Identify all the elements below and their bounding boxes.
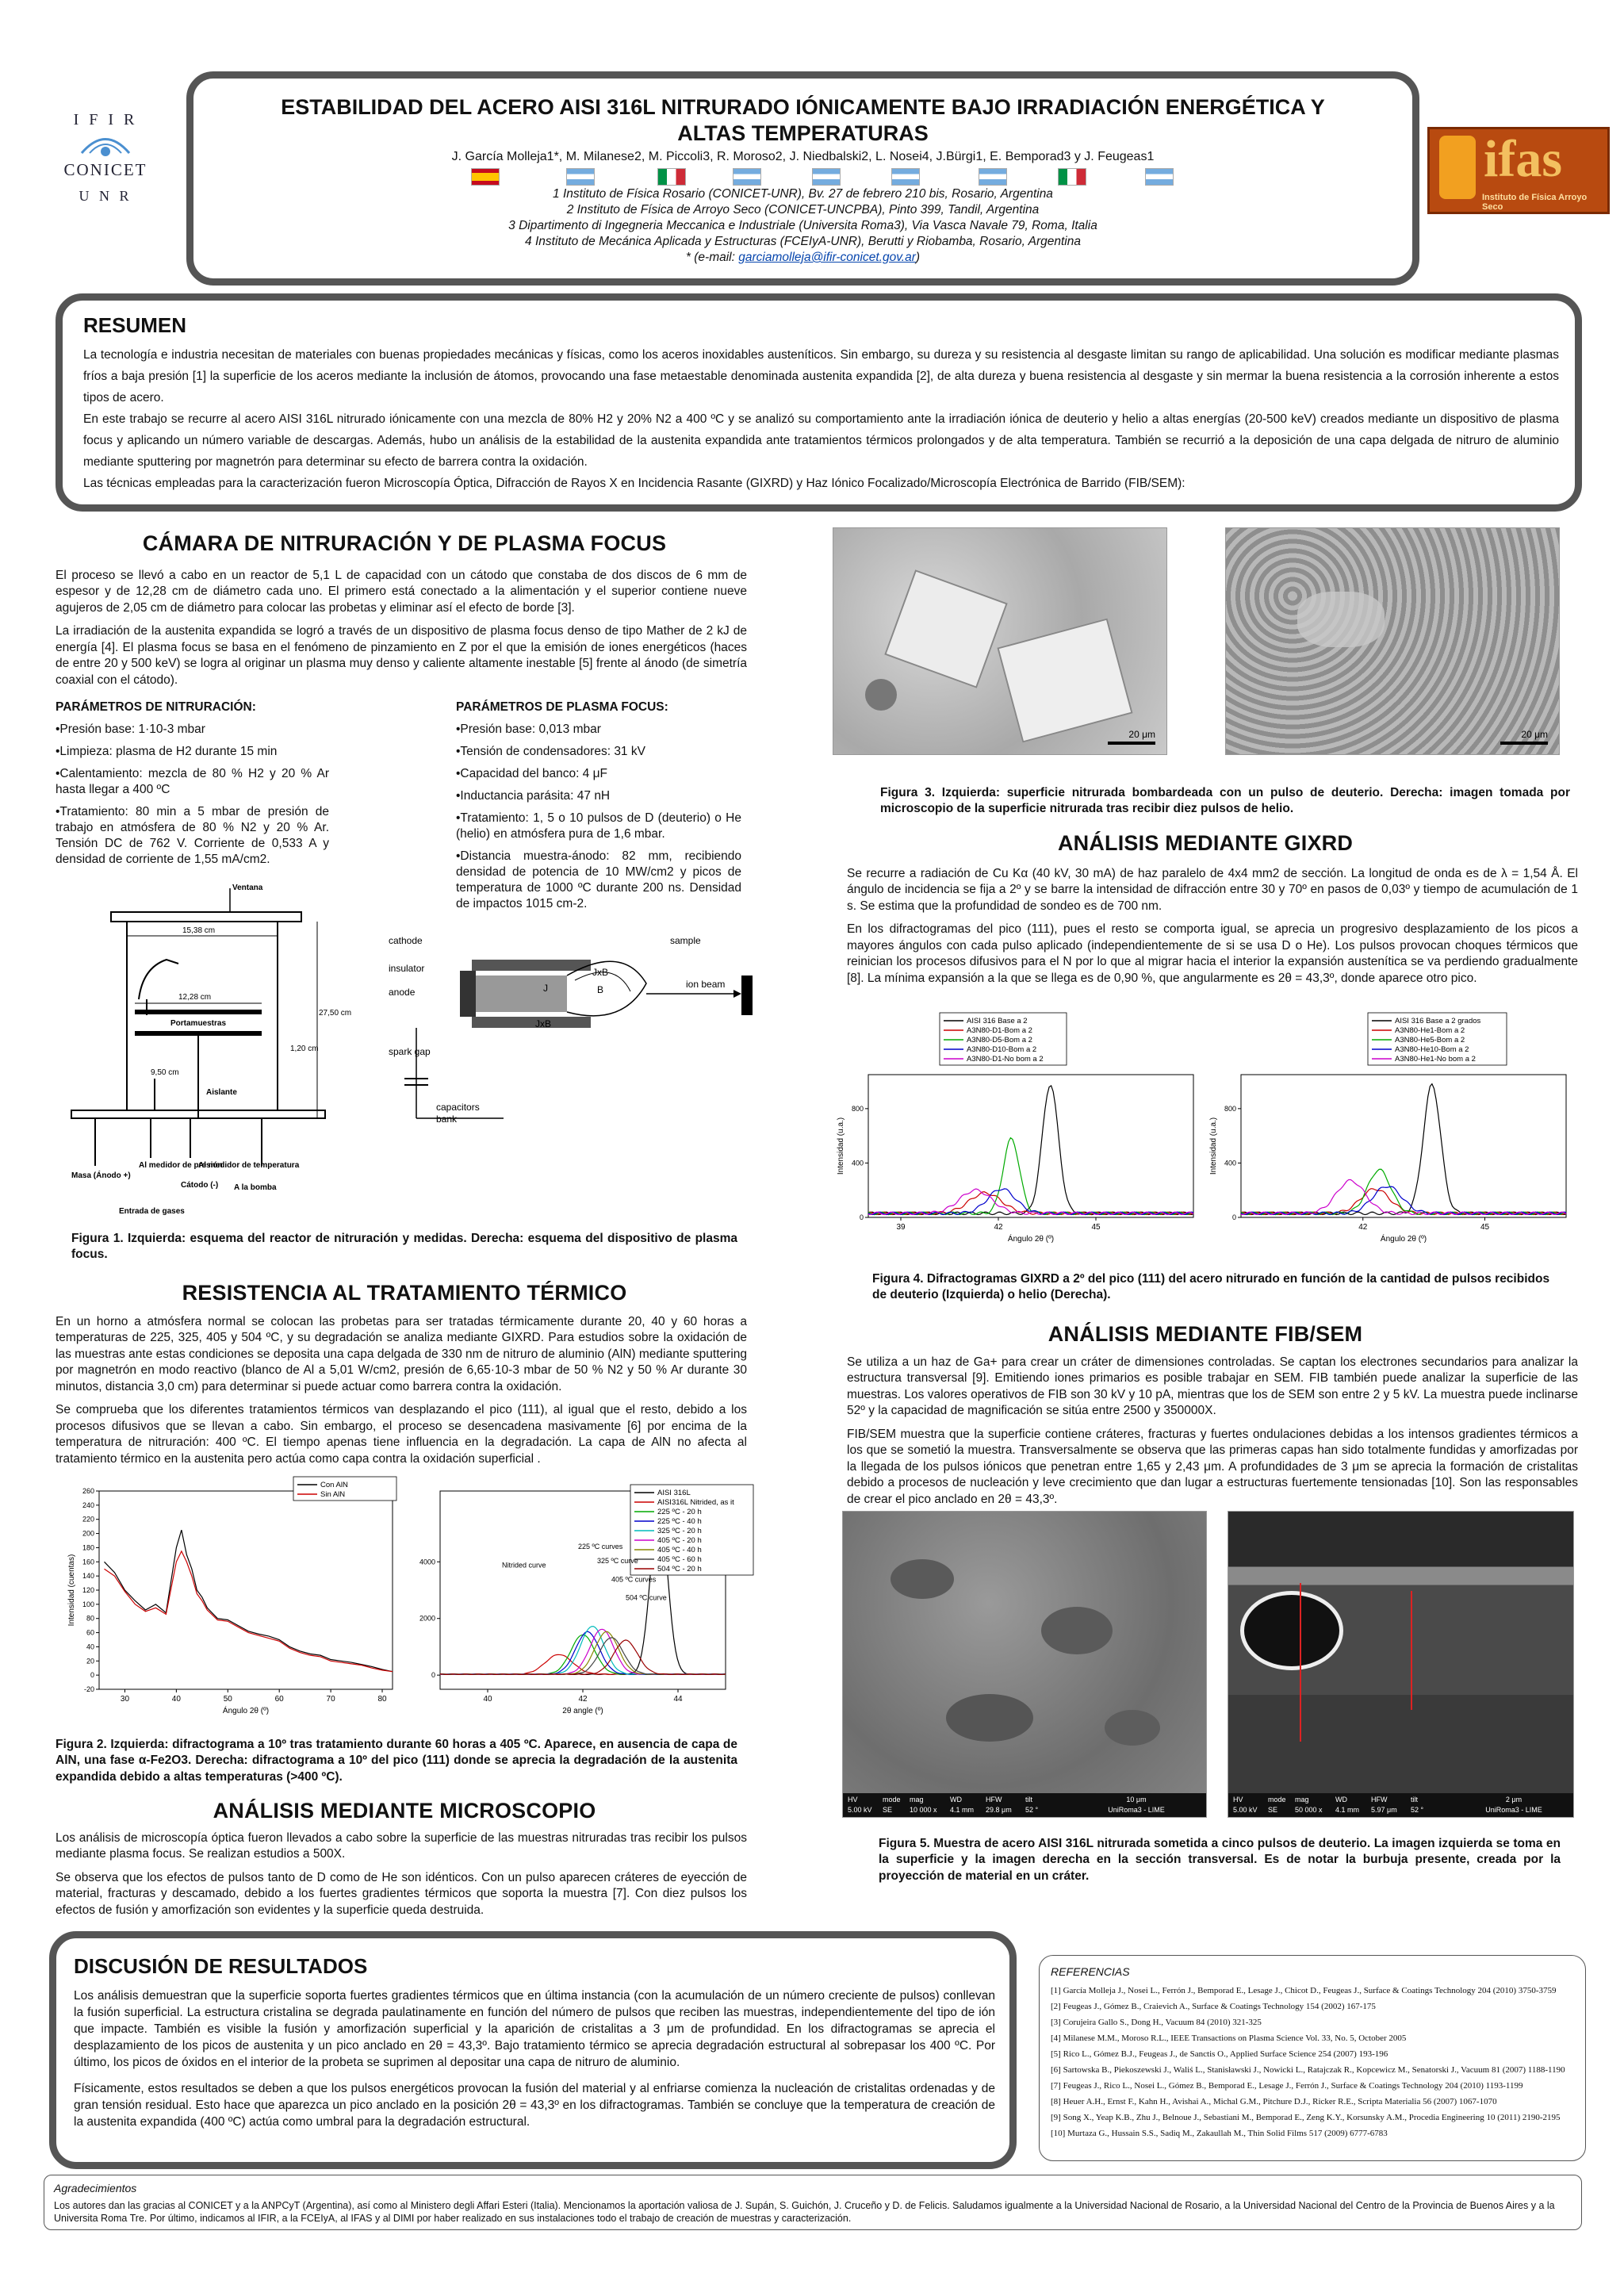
fig2-caption: Figura 2. Izquierda: difractograma a 10º tras tratamiento durante 60 horas a 405 ºC. Aparece, en ausencia de capa de AlN, una fase α-Fe2O3. Derecha: difractograma a 10º del pico (111) donde se aprecia la degradación de la austenita expandida debido a altas temperaturas (>400 ºC). xyxy=(56,1738,737,1784)
sem-value: 4.1 mm xyxy=(1335,1806,1360,1814)
y-tick-label: 140 xyxy=(82,1572,94,1581)
legend-label: 405 ºC - 40 h xyxy=(657,1546,702,1554)
label-medidor-temperatura: Al medidor de temperatura xyxy=(198,1161,300,1170)
y-tick-label: 20 xyxy=(86,1657,94,1665)
y-tick-label: 400 xyxy=(1224,1159,1236,1167)
param-item: •Tratamiento: 1, 5 o 10 pulsos de D (deuterio) o He (helio) en atmósfera pura de 1,6 mbar. xyxy=(456,811,741,841)
param-item: •Capacidad del banco: 4 μF xyxy=(456,767,608,780)
flag-italy-icon xyxy=(1058,168,1086,186)
camara-body xyxy=(56,568,747,696)
x-tick-label: 45 xyxy=(1091,1223,1101,1232)
series-line xyxy=(104,1530,393,1672)
label-j: J xyxy=(543,983,548,994)
legend-label: AISI 316 Base a 2 xyxy=(967,1017,1028,1025)
label-ion-beam: ion beam xyxy=(686,979,726,990)
email-line xyxy=(193,250,1412,266)
y-tick-label: 0 xyxy=(90,1671,94,1680)
legend-label: 225 ºC - 40 h xyxy=(657,1517,702,1526)
annotation-label: 225 ºC curves xyxy=(578,1543,623,1551)
label-b: B xyxy=(597,984,604,995)
sem-info-bar xyxy=(843,1793,1206,1817)
legend-label: A3N80-He5-Bom a 2 xyxy=(1395,1036,1465,1045)
label-d1: 15,38 cm xyxy=(182,926,216,935)
series-line xyxy=(440,1631,726,1674)
y-axis-label: Intensidad (u.a.) xyxy=(1209,1117,1218,1175)
reference-item: [7] Feugeas J., Rico L., Nosei L., Gómez B., Bemporad E., Lesage J., Ferrón J., Surface & Coatings Technology 204 (2010) 1193-1199 xyxy=(1051,2081,1523,2091)
label-catodo: Cátodo (-) xyxy=(181,1181,219,1190)
y-tick-label: 0 xyxy=(431,1671,435,1680)
scale-label: 20 μm xyxy=(1521,729,1548,740)
chart-fig4-right xyxy=(1209,1011,1582,1249)
bubble-shape xyxy=(1240,1591,1343,1670)
x-tick-label: 42 xyxy=(1358,1223,1368,1232)
y-axis-label: Intensidad (u.a.) xyxy=(837,1117,845,1175)
chart-fig2-left xyxy=(56,1475,404,1729)
label-medidor-presion: Al medidor de presión xyxy=(139,1161,223,1170)
plot-frame xyxy=(99,1491,393,1689)
ifas-logo xyxy=(1427,127,1610,214)
param-item: •Inductancia parásita: 47 nH xyxy=(456,789,611,803)
flags-row xyxy=(471,168,1423,186)
resistencia-title: RESISTENCIA AL TRATAMIENTO TÉRMICO xyxy=(182,1281,627,1305)
reference-item: [10] Murtaza G., Hussain S.S., Sadiq M., Zakaullah M., Thin Solid Films 517 (2009) 6777-6783 xyxy=(1051,2129,1388,2138)
label-ventana: Ventana xyxy=(232,884,263,892)
x-tick-label: 50 xyxy=(223,1695,232,1704)
series-line xyxy=(868,1086,1193,1215)
sem-surface-image xyxy=(842,1511,1207,1818)
param-item: •Presión base: 1·10-3 mbar xyxy=(56,723,205,736)
sem-field: WD xyxy=(950,1796,962,1803)
y-tick-label: 4000 xyxy=(419,1558,435,1566)
series-line xyxy=(868,1189,1193,1215)
plot-frame xyxy=(868,1075,1193,1217)
melt-region xyxy=(1297,592,1385,647)
y-tick-label: 400 xyxy=(851,1159,864,1167)
label-jxb: JxB xyxy=(535,1018,552,1029)
y-tick-label: 180 xyxy=(82,1543,94,1552)
discusion-box xyxy=(49,1931,1017,2169)
y-tick-label: -20 xyxy=(83,1685,94,1693)
crater-shape xyxy=(891,1559,954,1599)
reactor-diagram xyxy=(63,880,381,1221)
discusion-paragraph: Los análisis demuestran que la superficie soporta fuertes gradientes térmicos que en última instancia (con la acumulación de un número creciente de pulsos) conllevan la fusión superficial. La estructura cristalina se degrada paulatinamente en función del número de pulsos que reciben las muestras, independientemente del tipo de ión que impacte. También es visible la fusión y amorfización superficial y la aparición de cristalitas a 3 μm de profundidad. En los difractogramas se aprecia el desplazamiento de los picos de austenita y un pico anclado en 2θ = 43,3º. Bajo tratamiento térmico se aprecia degradación estructural al sobrepasar los 400 ºC. Por último, los picos de óxidos en el interior de la probeta se suprimen al depositar una capa de nitruro de aluminio. xyxy=(74,1989,995,2069)
agradecimientos-box xyxy=(44,2175,1582,2230)
param-item: •Presión base: 0,013 mbar xyxy=(456,723,601,736)
sun-icon xyxy=(78,129,133,156)
x-axis-label: Ángulo 2θ (º) xyxy=(1380,1235,1427,1244)
label-h1: 27,50 cm xyxy=(319,1009,352,1018)
x-tick-label: 70 xyxy=(326,1695,335,1704)
ifas-name: ifas xyxy=(1484,130,1562,188)
referencias-box xyxy=(1039,1955,1586,2161)
affiliation: 1 Instituto de Física Rosario (CONICET-UNR), Bv. 27 de febrero 210 bis, Rosario, Argentina xyxy=(553,187,1053,201)
affiliation: 3 Dipartimento di Ingegneria Meccanica e Industriale (Universita Roma3), Via Vasca Navale 79, Roma, Italia xyxy=(508,219,1097,232)
gixrd-paragraph: Se recurre a radiación de Cu Kα (40 kV, 30 mA) de haz paralelo de 4x4 mm2 de sección. La longitud de onda es de λ = 1,54 Å. El ángulo de incidencia se fija a 2º y se barre la intensidad de difracción entre 30 y 70º en pasos de 0,03º y tiempo de acumulación de 1 s. Se estima que la profundidad de sondeo es de 700 nm. xyxy=(847,867,1578,913)
crater-shape xyxy=(946,1694,1033,1742)
sem-value: 10 000 x xyxy=(910,1806,937,1814)
legend-label: AISI 316 Base a 2 grados xyxy=(1395,1017,1481,1025)
ifas-emblem-icon xyxy=(1439,136,1476,199)
sem-value: 4.1 mm xyxy=(950,1806,975,1814)
fibsem-body xyxy=(847,1355,1578,1515)
param-item: •Limpieza: plasma de H2 durante 15 min xyxy=(56,745,278,758)
annotation-label: 504 ºC curve xyxy=(626,1593,667,1602)
flag-italy-icon xyxy=(657,168,686,186)
y-tick-label: 0 xyxy=(859,1213,864,1221)
legend-label: A3N80-D1-Bom a 2 xyxy=(967,1026,1032,1035)
reference-item: [5] Rico L., Gómez B.J., Feugeas J., de Sanctis O., Applied Surface Science 254 (2007) 193-196 xyxy=(1051,2049,1388,2059)
x-tick-label: 30 xyxy=(120,1695,130,1704)
ifir-logo xyxy=(46,111,165,230)
crater-shape xyxy=(1041,1607,1113,1654)
fibsem-paragraph: FIB/SEM muestra que la superficie contiene cráteres, fracturas y fuertes ondulaciones debidas a los intensos gradientes térmicos a los que se sometió la muestra. Transversalmente se observa que las primeras capas han sido totalmente fundidas y amorfizadas por la llegada de los pulsos iónicos que penetran entre 1,65 y 2,43 μm. A profundidades de 3 μm se aprecia la formación de cristalitas debido a procesos de nucleación y leve crecimiento que dan lugar a estructuras fuertemente tensionadas [10]. Son las responsables de crear el pico anclado en 2θ = 43,3º. xyxy=(847,1427,1578,1506)
resumen-paragraph: En este trabajo se recurre al acero AISI 316L nitrurado iónicamente con una mezcla de 80% H2 y 20% N2 a 400 ºC y se analizó su comportamiento ante la irradiación iónica de deuterio y helio a altas energías (20-500 keV) creados mediante un dispositivo de plasma focus y aplicando un número variable de descargas. Además, hubo un análisis de la estabilidad de la austenita expandida ante tratamientos térmicos prolongados y de alta temperatura. También se recurrió a la deposición de una capa delgada de nitruro de aluminio mediante sputtering por magnetrón para determinar su efecto de barrera contra la oxidación. xyxy=(83,412,1559,469)
sem-field: mag xyxy=(1295,1796,1309,1803)
legend-label: Con AlN xyxy=(320,1481,348,1489)
legend-label: A3N80-D1-No bom a 2 xyxy=(967,1055,1044,1064)
sem-value: 5.00 kV xyxy=(1233,1806,1258,1814)
param-item: •Tratamiento: 80 min a 5 mbar de presión de trabajo en atmósfera de 80 % N2 y 20 % Ar. Tensión DC de 762 V. Corriente de 0,533 A y densidad de corriente de 1,55 mA/cm2. xyxy=(56,805,329,866)
label-capacitors: capacitors xyxy=(436,1102,480,1113)
flag-argentina-icon xyxy=(891,168,920,186)
reference-item: [2] Feugeas J., Gómez B., Craievich A., Surface & Coatings Technology 154 (2002) 167-175 xyxy=(1051,2002,1376,2011)
sem-value: 5.00 kV xyxy=(848,1806,872,1814)
camara-title: CÁMARA DE NITRURACIÓN Y DE PLASMA FOCUS xyxy=(142,531,667,555)
fig4-caption: Figura 4. Difractogramas GIXRD a 2º del pico (111) del acero nitrurado en función de la cantidad de pulsos recibidos de deuterio (Izquierda) o helio (Derecha). xyxy=(872,1272,1550,1302)
x-tick-label: 40 xyxy=(483,1695,492,1704)
gixrd-title: ANÁLISIS MEDIANTE GIXRD xyxy=(1057,831,1354,855)
label-spark-gap: spark gap xyxy=(389,1046,431,1057)
discusion-paragraph: Físicamente, estos resultados se deben a que los pulsos energéticos provocan la fusión del material y al enfriarse comienza la nucleación de cristalitas ordenadas y de gran tensión residual. Esto hace que aparezca un pico anclado en la posición 2θ = 43,3º en los difractogramas. También se concluye que la temperatura de creación de la austenita expandida (400 ºC) actúa como umbral para la degradación estructural. xyxy=(74,2082,995,2129)
flag-argentina-icon xyxy=(812,168,841,186)
y-tick-label: 240 xyxy=(82,1501,94,1509)
fig1-caption: Figura 1. Izquierda: esquema del reactor de nitruración y medidas. Derecha: esquema del dispositivo de plasma focus. xyxy=(71,1232,737,1262)
label-bomba: A la bomba xyxy=(234,1183,277,1192)
legend-label: 405 ºC - 60 h xyxy=(657,1555,702,1564)
label-gases: Entrada de gases xyxy=(119,1207,185,1216)
sem-value: 52 ° xyxy=(1411,1806,1424,1814)
label-masa: Masa (Ánodo +) xyxy=(71,1171,131,1180)
sem-value: 52 ° xyxy=(1025,1806,1039,1814)
email-prefix: * (e-mail: xyxy=(685,251,739,264)
title-line1: ESTABILIDAD DEL ACERO AISI 316L NITRURADO IÓNICAMENTE BAJO IRRADIACIÓN ENERGÉTICA Y xyxy=(281,95,1325,119)
flag-argentina-icon xyxy=(1145,168,1174,186)
y-tick-label: 60 xyxy=(86,1628,94,1637)
annotation-label: 405 ºC curves xyxy=(611,1575,657,1584)
sem-field: HFW xyxy=(1371,1796,1388,1803)
legend-label: AISI 316L xyxy=(657,1489,691,1497)
x-tick-label: 40 xyxy=(171,1695,181,1704)
y-tick-label: 800 xyxy=(1224,1104,1236,1113)
sem-value: SE xyxy=(1268,1806,1278,1814)
discusion-title: DISCUSIÓN DE RESULTADOS xyxy=(74,1954,368,1978)
authors: J. García Molleja1*, M. Milanese2, M. Piccoli3, R. Moroso2, J. Niedbalski2, L. Nosei4, J.Bürgi1, E. Bemporad3 y J. Feugeas1 xyxy=(451,150,1155,163)
legend-label: A3N80-D10-Bom a 2 xyxy=(967,1045,1037,1054)
sem-cross-section-image xyxy=(1228,1511,1574,1818)
legend-label: A3N80-He1-No bom a 2 xyxy=(1395,1055,1476,1064)
sem-instrument: UniRoma3 - LIME xyxy=(1108,1806,1165,1814)
legend-label: 405 ºC - 20 h xyxy=(657,1536,702,1545)
y-tick-label: 220 xyxy=(82,1515,94,1524)
legend-label: A3N80-He1-Bom a 2 xyxy=(1395,1026,1465,1035)
resistencia-paragraph: Se comprueba que los diferentes tratamientos térmicos van desplazando el pico (111), al igual que el resto, debido a los procesos difusivos que se llevan a cabo. Sin embargo, el proceso se desencadena masivamente [6] por encima de la temperatura de nitruración: 400 ºC. El tiempo apenas tiene influencia en la degradación. La capa de AlN no afecta al tratamiento térmico en la austenita pero actúa como capa contra la oxidación superficial . xyxy=(56,1403,747,1466)
grain-shape xyxy=(884,569,1008,688)
x-axis-label: Ángulo 2θ (º) xyxy=(1007,1235,1055,1244)
label-insulator: insulator xyxy=(389,963,425,974)
discusion-body xyxy=(74,1987,995,2130)
sem-field: mode xyxy=(1268,1796,1286,1803)
microscopio-body xyxy=(56,1830,747,1926)
grain-shape xyxy=(997,618,1132,742)
scale-bar xyxy=(1500,742,1548,745)
resumen-body xyxy=(83,344,1559,494)
measure-line xyxy=(1300,1583,1301,1742)
y-tick-label: 0 xyxy=(1231,1213,1236,1221)
sem-value: 5.97 μm xyxy=(1371,1806,1397,1814)
agradecimientos-text: Los autores dan las gracias al CONICET y a la ANPCyT (Argentina), así como al Ministero degli Affari Esteri (Italia). Mencionamos la aportación valiosa de J. Supán, S. Guichón, J. Cruceño y D. de Felicis. Saludamos igualmente a la Universidad Nacional de Rosario, a la Universidad Nacional del Centro de la Provincia de Buenos Aires y a la Universita Roma Tre. Por último, indicamos al IFIR, a la FCEIyA, al IFAS y al DIMI por haber realizado en sus instalaciones todo el trabajo de creación de muestras y caracterización. xyxy=(54,2200,1555,2224)
conicet-logo-text: CONICET xyxy=(63,160,147,179)
label-h2: 1,20 cm xyxy=(290,1045,319,1053)
legend-label: Sin AlN xyxy=(320,1490,346,1499)
micrograph-right xyxy=(1225,527,1560,755)
y-axis-label: Intensidad (cuentas) xyxy=(67,1554,76,1627)
camara-paragraph: El proceso se llevó a cabo en un reactor de 5,1 L de capacidad con un cátodo que constaba de dos discos de 6 mm de espesor y de 12,28 cm de diámetro cada uno. El primero está conectado a la alimentación y el superior contiene nueve agujeros de 2,05 cm de diámetro para colocar las probetas y eliminar así el efecto de borde [3]. xyxy=(56,569,747,615)
measure-line xyxy=(1411,1591,1412,1710)
nitruracion-title: PARÁMETROS DE NITRURACIÓN: xyxy=(56,700,256,714)
series-line xyxy=(440,1627,726,1675)
reference-item: [9] Song X., Yeap K.B., Zhu J., Belnoue J., Sebastiani M., Bemporad E., Zeng K.Y., Korsunsky A.M., Procedia Engineering 10 (2011) 2190-2195 xyxy=(1051,2113,1561,2122)
x-tick-label: 80 xyxy=(377,1695,387,1704)
legend-label: AISI316L Nitrided, as it xyxy=(657,1498,734,1507)
y-tick-label: 120 xyxy=(82,1586,94,1594)
sem-field: WD xyxy=(1335,1796,1347,1803)
sem-instrument: UniRoma3 - LIME xyxy=(1485,1806,1542,1814)
flag-argentina-icon xyxy=(733,168,761,186)
resumen-paragraph: La tecnología e industria necesitan de materiales con buenas propiedades mecánicas y físicas, como los aceros inoxidables austeníticos. Sin embargo, su dureza y su resistencia al desgaste limitan su rango de aplicabilidad. Una solución es modificar mediante plasmas fríos a baja presión [1] la superficie de los aceros mediante la inclusión de átomos, provocando una fase metaestable denominada austenita expandida [2], de alta dureza y buena resistencia al desgaste y sin mermar la buena resistencia a la corrosión inherente a estos tipos de acero. xyxy=(83,348,1559,404)
legend-label: 225 ºC - 20 h xyxy=(657,1508,702,1516)
sem-scale: 2 μm xyxy=(1505,1796,1522,1803)
reference-item: [6] Sartowska B., Piekoszewski J., Waliś L., Stanisławski J., Nowicki L., Ratajczak R., Kopcewicz M., Senatorski J., Vacuum 81 (2007) 1188-1190 xyxy=(1051,2065,1565,2075)
flag-spain-icon xyxy=(471,168,500,186)
legend-label: A3N80-He10-Bom a 2 xyxy=(1395,1045,1469,1054)
crater-shape xyxy=(1105,1710,1160,1746)
affiliations xyxy=(193,186,1412,266)
annotation-label: Nitrided curve xyxy=(502,1561,546,1570)
sem-scale: 10 μm xyxy=(1126,1796,1147,1803)
x-tick-label: 39 xyxy=(896,1223,906,1232)
sem-field: HV xyxy=(1233,1796,1243,1803)
nitruracion-params xyxy=(56,700,329,868)
series-line xyxy=(868,1138,1193,1215)
sem-field: HV xyxy=(848,1796,858,1803)
y-tick-label: 260 xyxy=(82,1487,94,1495)
param-item: •Tensión de condensadores: 31 kV xyxy=(456,745,645,758)
sem-info-bar xyxy=(1228,1793,1573,1817)
gixrd-body xyxy=(847,866,1578,994)
label-sample: sample xyxy=(670,935,701,946)
sem-field: tilt xyxy=(1025,1796,1032,1803)
legend-label: 504 ºC - 20 h xyxy=(657,1565,702,1573)
plot-frame xyxy=(1241,1075,1566,1217)
affiliation: 4 Instituto de Mecánica Aplicada y Estructuras (FCEIyA-UNR), Berutti y Riobamba, Rosario, Argentina xyxy=(525,235,1081,248)
y-tick-label: 2000 xyxy=(419,1614,435,1623)
email-suffix: ) xyxy=(915,251,921,264)
sem-field: tilt xyxy=(1411,1796,1418,1803)
x-tick-label: 45 xyxy=(1480,1223,1490,1232)
fibsem-title: ANÁLISIS MEDIANTE FIB/SEM xyxy=(1048,1322,1363,1346)
title-line2: ALTAS TEMPERATURAS xyxy=(677,121,929,145)
label-portamuestras: Portamuestras xyxy=(170,1019,227,1028)
reference-item: [8] Heuer A.H., Ernst F., Kahn H., Avishai A., Michal G.M., Pitchure D.J., Ricker R.E., Scripta Materialia 56 (2007) 1067-1070 xyxy=(1051,2097,1497,2106)
gixrd-paragraph: En los difractogramas del pico (111), pues el resto se comporta igual, se aprecia un progresivo desplazamiento de los picos a mayores ángulos con cada pulso aplicado (independientemente de si se usa D o He). Los pulsos provocan choques térmicos que reinician los procesos difusivos para el N por lo que al migrar hacia el interior la expansión austenítica se va perdiendo gradualmente [8]. La mínima expansión a la que se llega es de 0,90 %, que angularmente es 2θ = 43,3º, donde aparece otro pico. xyxy=(847,922,1578,985)
legend-label: 325 ºC - 20 h xyxy=(657,1527,702,1535)
param-item: •Distancia muestra-ánodo: 82 mm, recibiendo densidad de potencia de 10 MW/cm2 y picos de temperatura de 1000 ºC durante 200 ns. Densidad de impactos 1015 cm-2. xyxy=(456,849,741,910)
pf-params xyxy=(456,700,741,912)
label-anode: anode xyxy=(389,987,416,998)
page-title xyxy=(193,94,1412,147)
email-link[interactable]: garciamolleja@ifir-conicet.gov.ar xyxy=(738,251,916,264)
series-line xyxy=(1241,1189,1566,1215)
scale-label: 20 μm xyxy=(1128,729,1155,740)
flag-argentina-icon xyxy=(566,168,595,186)
legend-label: A3N80-D5-Bom a 2 xyxy=(967,1036,1032,1045)
y-tick-label: 200 xyxy=(82,1529,94,1538)
label-cathode: cathode xyxy=(389,935,423,946)
chart-fig2-right xyxy=(408,1483,757,1729)
y-tick-label: 800 xyxy=(851,1104,864,1113)
crater-shape xyxy=(865,679,897,711)
sem-field: HFW xyxy=(986,1796,1002,1803)
x-tick-label: 60 xyxy=(274,1695,284,1704)
chart-fig4-left xyxy=(837,1011,1209,1249)
label-jxb: JxB xyxy=(592,967,609,978)
plasma-focus-diagram xyxy=(385,928,757,1142)
microscopio-paragraph: Se observa que los efectos de pulsos tanto de D como de He son idénticos. Con un pulso aparecen cráteres de eyección de material, fracturas y descamado, debido a los fuertes gradientes térmicos que soporta la muestra [7]. Con diez pulsos los efectos de fusión y amorfización son evidentes y la superficie queda destruida. xyxy=(56,1870,747,1917)
label-aislante: Aislante xyxy=(206,1088,237,1097)
header-box xyxy=(186,71,1419,286)
fig3-caption: Figura 3. Izquierda: superficie nitrurada bombardeada con un pulso de deuterio. Derecha: imagen tomada por microscopio de la superficie nitrurada tras recibir diez pulsos de helio. xyxy=(880,786,1570,816)
x-axis-label: Ángulo 2θ (º) xyxy=(222,1707,270,1715)
camara-paragraph: La irradiación de la austenita expandida se logró a través de un dispositivo de plasma focus denso de tipo Mather de 2 kJ de energía [4]. El plasma focus se basa en el fenómeno de pinzamiento en Z por el que la emisión de iones energéticos (haces de entre 20 y 500 keV) se logra al originar un plasma muy denso y caliente altamente inestable [5] frente al ánodo (de simetría coaxial con el cátodo). xyxy=(56,624,747,687)
x-tick-label: 42 xyxy=(578,1695,588,1704)
ifas-subtitle: Instituto de Física Arroyo Seco xyxy=(1482,193,1588,212)
pf-title: PARÁMETROS DE PLASMA FOCUS: xyxy=(456,700,668,714)
reference-item: [3] Corujeira Gallo S., Dong H., Vacuum 84 (2010) 321-325 xyxy=(1051,2018,1262,2027)
reference-item: [1] García Molleja J., Nosei L., Ferrón J., Bemporad E., Lesage J., Chicot D., Feugeas J., Surface & Coatings Technology 204 (2010) 3750-3759 xyxy=(1051,1986,1557,1995)
sem-field: mag xyxy=(910,1796,924,1803)
unr-logo-text: U N R xyxy=(79,188,132,204)
y-tick-label: 80 xyxy=(86,1614,94,1623)
sem-value: 29.8 μm xyxy=(986,1806,1012,1814)
param-item: •Calentamiento: mezcla de 80 % H2 y 20 % Ar hasta llegar a 400 ºC xyxy=(56,767,329,796)
resistencia-paragraph: En un horno a atmósfera normal se colocan las probetas para ser tratadas térmicamente durante 20, 40 y 60 horas a temperaturas de 225, 325, 405 y 504 ºC, y su degradación se analiza mediante GIXRD. Para estudios sobre la oxidación de las muestras ante estas condiciones se deposita una capa delgada de 330 nm de nitruro de aluminio (AlN) mediante sputtering por magnetrón en modo reactivo (blanco de Al a 5,01 W/cm2, presión de 6,65·10-3 mbar de 50 % N2 y 50 % Ar durante 30 minutos, distancia 3,0 cm) para determinar si puede actuar como barrera contra la oxidación. xyxy=(56,1315,747,1393)
series-line xyxy=(1241,1169,1566,1214)
microscopio-title: ANÁLISIS MEDIANTE MICROSCOPIO xyxy=(213,1799,596,1823)
resumen-box xyxy=(56,293,1582,512)
sem-field: mode xyxy=(883,1796,901,1803)
referencias-title: REFERENCIAS xyxy=(1051,1965,1130,1978)
sem-value: 50 000 x xyxy=(1295,1806,1323,1814)
label-d2: 12,28 cm xyxy=(178,993,212,1002)
agradecimientos-title: Agradecimientos xyxy=(54,2182,137,2194)
x-axis-label: 2θ angle (º) xyxy=(562,1707,603,1715)
resistencia-body xyxy=(56,1314,747,1474)
y-tick-label: 100 xyxy=(82,1600,94,1608)
label-bank: bank xyxy=(436,1114,458,1125)
sem-value: SE xyxy=(883,1806,893,1814)
x-tick-label: 44 xyxy=(673,1695,683,1704)
fig5-caption: Figura 5. Muestra de acero AISI 316L nitrurada sometida a cinco pulsos de deuterio. La imagen izquierda se toma en la superficie y la imagen derecha en la sección transversal. Es de notar la burbuja presente, creada por la proyección de material en un cráter. xyxy=(879,1837,1561,1883)
ifir-logo-text: I F I R xyxy=(73,111,138,128)
affiliation: 2 Instituto de Física de Arroyo Seco (CONICET-UNCPBA), Pinto 399, Tandil, Argentina xyxy=(566,203,1040,217)
label-d3: 9,50 cm xyxy=(151,1068,179,1077)
x-tick-label: 42 xyxy=(994,1223,1003,1232)
y-tick-label: 160 xyxy=(82,1558,94,1566)
series-line xyxy=(440,1640,726,1675)
microscopio-paragraph: Los análisis de microscopía óptica fueron llevados a cabo sobre la superficie de las muestras nitruradas tras recibir los pulsos mediante plasma focus. Se realizan estudios a 500X. xyxy=(56,1831,747,1861)
reference-item: [4] Milanese M.M., Moroso R.L., IEEE Transactions on Plasma Science Vol. 33, No. 5, October 2005 xyxy=(1051,2033,1407,2043)
flag-argentina-icon xyxy=(979,168,1007,186)
y-tick-label: 40 xyxy=(86,1642,94,1651)
resumen-paragraph: Las técnicas empleadas para la caracterización fueron Microscopía Óptica, Difracción de Rayos X en Incidencia Rasante (GIXRD) y Haz Iónico Focalizado/Microscopía Electrónica de Barrido (FIB/SEM): xyxy=(83,477,1185,490)
fibsem-paragraph: Se utiliza a un haz de Ga+ para crear un cráter de dimensiones controladas. Se captan los electrones secundarios para analizar la estructura transversal [9]. Emitiendo iones primarios es posible trabajar en SEM. FIB también puede analizar la superficie de las muestras. Los valores operativos de FIB son 30 kV y 10 pA, mientras que los de SEM son entre 2 y 5 kV. La muestra puede inclinarse 52º y la capacidad de magnificación se sitúa entre 2500 y 350000X. xyxy=(847,1355,1578,1418)
series-line xyxy=(104,1551,393,1672)
resumen-title: RESUMEN xyxy=(83,313,187,337)
annotation-label: 325 ºC curve xyxy=(597,1557,638,1566)
scale-bar xyxy=(1108,742,1155,745)
series-line xyxy=(1241,1084,1566,1215)
micrograph-left xyxy=(833,527,1167,755)
